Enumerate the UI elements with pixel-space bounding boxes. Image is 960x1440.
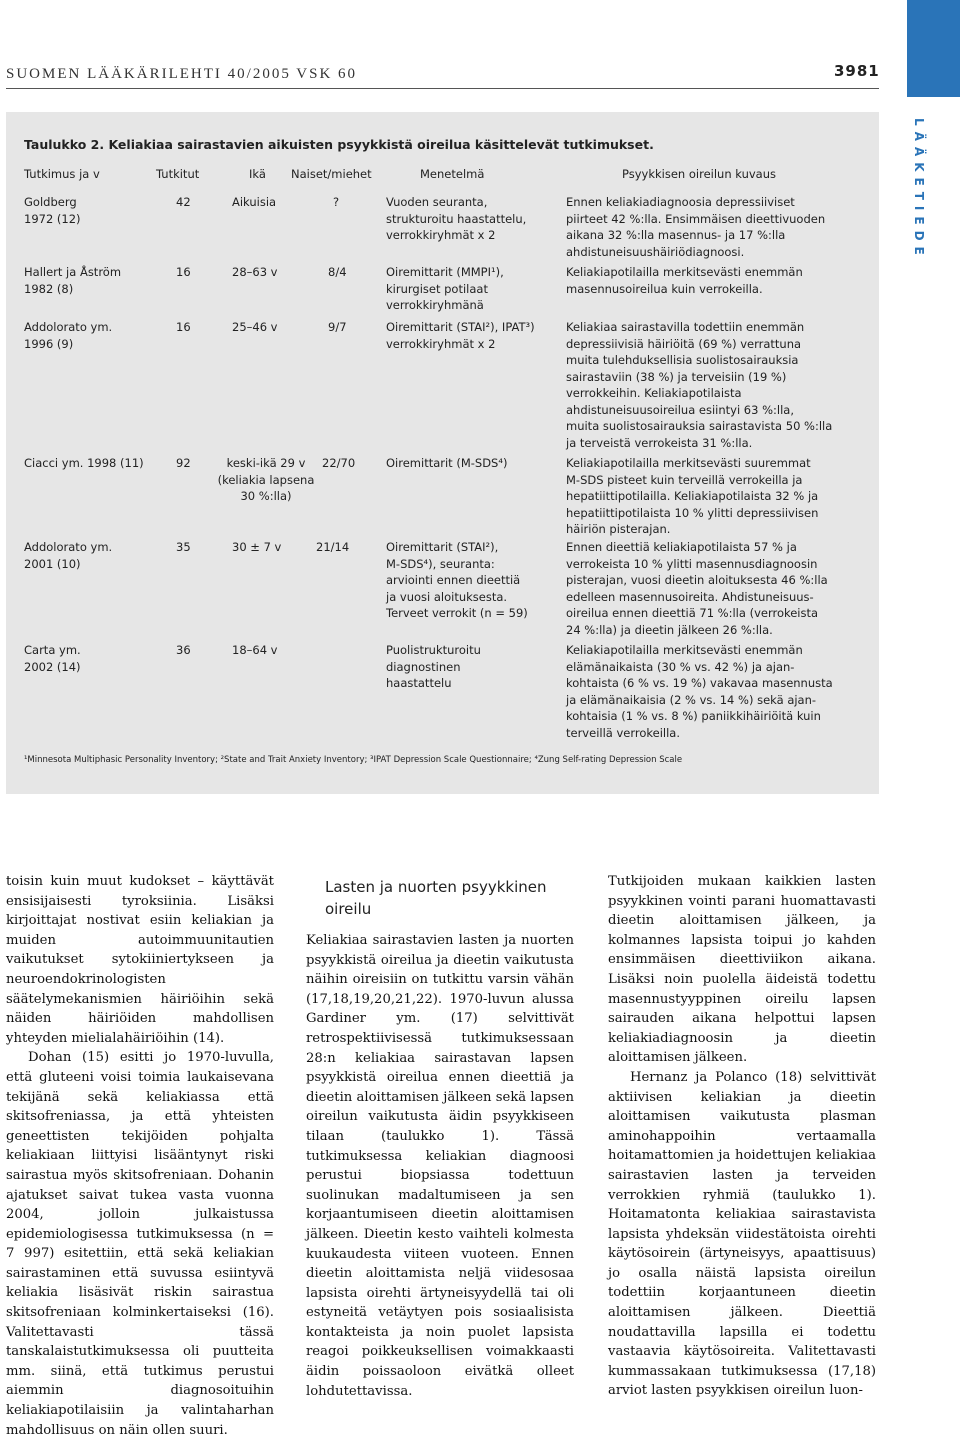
table-cell-study: Addolorato ym. 2001 (10) <box>24 540 113 571</box>
table-cell-age: Aikuisia <box>232 195 277 209</box>
column-header: Tutkimus ja v <box>24 167 100 181</box>
article-column-3 <box>608 872 876 1401</box>
section-subheading: Lasten ja nuorten psyykkinen oireilu <box>325 878 547 918</box>
article-column-2 <box>306 931 574 1401</box>
table-cell-method: Oiremittarit (STAI²), M-SDS⁴), seuranta: arviointi ennen dieettiä ja vuosi aloituksesta. Terveet verrokit (n = 59) <box>386 540 528 620</box>
section-color-tab <box>907 0 960 97</box>
table-cell-sex: 8/4 <box>328 265 347 279</box>
table-cell-method: Oiremittarit (MMPI¹), kirurgiset potilaat verrokkiryhmänä <box>386 265 504 312</box>
table-title: Taulukko 2. Keliakiaa sairastavien aikuisten psyykkistä oireilua käsittelevät tutkimukset. <box>24 137 654 152</box>
table-cell-study: Ciacci ym. 1998 (11) <box>24 456 144 470</box>
table-cell-description: Keliakiapotilailla merkitsevästi enemmän masennusoireilua kuin verrokeilla. <box>566 265 803 296</box>
table-cell-study: Addolorato ym. 1996 (9) <box>24 320 113 351</box>
running-title: SUOMEN LÄÄKÄRILEHTI 40/2005 VSK 60 <box>6 66 358 82</box>
table-cell-age: 18–64 v <box>232 643 278 657</box>
table-cell-study: Hallert ja Åström 1982 (8) <box>24 265 122 296</box>
table-cell-n: 92 <box>176 456 191 470</box>
table-cell-age: 25–46 v <box>232 320 278 334</box>
column-header: Ikä <box>249 167 266 181</box>
table-cell-study: Goldberg 1972 (12) <box>24 195 81 226</box>
table-cell-method: Oiremittarit (M-SDS⁴) <box>386 456 508 470</box>
table-cell-sex: 21/14 <box>316 540 350 554</box>
table-cell-n: 35 <box>176 540 191 554</box>
table-cell-age: keski-ikä 29 v (keliakia lapsena 30 %:lla) <box>217 456 315 503</box>
column-header: Tutkitut <box>156 167 200 181</box>
column-header: Psyykkisen oireilun kuvaus <box>622 167 776 181</box>
column-header: Menetelmä <box>420 167 485 181</box>
header-divider <box>6 88 879 89</box>
table-cell-description: Keliakiapotilailla merkitsevästi suuremmat M-SDS pisteet kuin terveillä verrokeilla ja hepatiittipotilailla. Keliakiapotilaista 32 % ja hepatiittipotilaista 10 % ylitti depressiivisen häiriön pisterajan. <box>566 456 819 536</box>
paragraph: Dohan (15) esitti jo 1970-luvulla, että gluteeni voisi toimia laukaisevana tekijänä sekä keliakiassa että skitsofreniassa, ja että yhteisten geneettisten tekijöiden pohjalta keliakiaan liittyisi lisääntynyt riski sairastua myös skitsofreniaan. Dohanin ajatukset saivat tukea vasta vuonna 2004, jolloin julkaistussa epidemiologisessa tutkimuksessa (n = 7 997) esitettiin, että sekä keliakian sairastaminen että suvussa esiintyvä keliakia lisäsivät riskin sairastua skitsofreniaan kolminkertaiseksi (16). Valitettavasti tässä tanskalaistutkimuksessa oli puutteita mm. siinä, että tutkimus perustui aiemmin diagnosoituihin keliakiapotilaisiin ja valintaharhan mahdollisuus on näin ollen suuri. <box>6 1050 274 1438</box>
table-cell-description: Ennen keliakiadiagnoosia depressiiviset piirteet 42 %:lla. Ensimmäisen dieettivuoden aikana 32 %:lla masennus- ja 17 %:lla ahdistuneisuushäiriödiagnoosi. <box>566 195 826 259</box>
table-panel <box>6 112 879 794</box>
table-cell-method: Puolistrukturoitu diagnostinen haastattelu <box>386 643 481 690</box>
table-footnote: ¹Minnesota Multiphasic Personality Inventory; ²State and Trait Anxiety Inventory; ³IPAT Depression Scale Questionnaire; ⁴Zung Self-rating Depression Scale <box>24 755 683 765</box>
table-cell-sex: 22/70 <box>322 456 356 470</box>
table-cell-n: 16 <box>176 320 191 334</box>
table-cell-description: Ennen dieettiä keliakiapotilaista 57 % ja verrokeista 10 % ylitti masennusdiagnoosin pisterajan, vuosi dieetin aloituksesta 46 %:lla edelleen masennusoireita. Ahdistuneisuus- oireilua ennen dieettiä 71 %:lla (verrokeista 24 %:lla) ja dieetin jälkeen 26 %:lla. <box>566 540 828 637</box>
paragraph: Tutkijoiden mukaan kaikkien lasten psyykkinen vointi parani huomattavasti dieetin aloittamisen jälkeen, ja kolmannes lapsista toipui jo kahden ensimmäisen dieettiviikon aikana. Lisäksi noin puolella äideistä todettu masennustyyppinen oireilu lapsen sairauden aikana helpottui lapsen keliakiadiagnoosin ja dieetin aloittamisen jälkeen. <box>608 874 876 1066</box>
table-cell-description: Keliakiapotilailla merkitsevästi enemmän elämänaikaista (30 % vs. 42 %) ja ajan- kohtaista (6 % vs. 19 %) vakavaa masennusta ja elämänaikaisia (2 % vs. 14 %) sekä ajan- kohtaisia (1 % vs. 8 %) paniikkihäiriöitä kuin terveillä verrokeilla. <box>566 643 833 740</box>
paragraph: Keliakiaa sairastavien lasten ja nuorten psyykkistä oireilua ja dieetin vaikutusta näihin oireisiin on tutkittu varsin vähän (17,18,19,20,21,22). 1970-luvun alussa Gardiner ym. (17) selvittivät retrospektiivisessä tutkimuksessaan 28:n keliakiaa sairastavan lapsen psyykkistä oireilua ennen dieettiä ja dieetin aloittamisen jälkeen sekä lapsen oireilun vaikutusta äidin psyykkiseen tilaan (taulukko 1). Tässä tutkimuksessa keliakian diagnoosi perustui biopsiassa todettuun suolinukan madaltumiseen ja sen korjaantumiseen dieetin aloittamisen jälkeen. Dieetin kesto vaihteli kolmesta kuukaudesta viiteen vuoteen. Ennen dieetin aloittamista neljä viidesosaa lapsista oirehti ärtyneisyydellä tai oli estyneitä vetäytyen pois sosiaalisista kontakteista ja noin puolet lapsista reagoi poikkeuksellisen voimakkaasti äidin poissaoloon eivätkä olleet lohdutettavissa. <box>306 933 574 1399</box>
paragraph: toisin kuin muut kudokset – käyttävät ensisijaisesti tyroksiinia. Lisäksi kirjoittajat nostivat esiin keliakian ja muiden autoimmuunitautien vaikutukset sytokiiniertykseen ja neuroendokrinologisten säätelymekanismien häiriöihin sekä näiden häiriöiden mahdollisen yhteyden mielialahäiriöihin (14). <box>6 874 274 1046</box>
section-label: LÄÄKETIEDE <box>912 118 926 261</box>
table-cell-sex: 9/7 <box>328 320 347 334</box>
table-cell-study: Carta ym. 2002 (14) <box>24 643 81 674</box>
table-cell-age: 30 ± 7 v <box>232 540 282 554</box>
table-cell-n: 42 <box>176 195 191 209</box>
column-header: Naiset/miehet <box>291 167 372 181</box>
table-cell-n: 16 <box>176 265 191 279</box>
paragraph: Hernanz ja Polanco (18) selvittivät aktiivisen keliakian ja dieetin aloittamisen vaikutusta plasman aminohappoihin vertaamalla hoitamattomien ja hoidettujen keliakiaa sairastavien lasten ja terveiden verrokkien ryhmiä (taulukko 1). Hoitamatonta keliakiaa sairastavista lapsista yhdeksän viidestätoista oirehti käytösoirein (ärtyneisyys, apaattisuus) jo osalla näistä lapsista oireilun todettiin korjaantuneen dieetin aloittamisen jälkeen. Dieettiä noudattavilla lapsilla ei todettu vastaavia käytösoireita. Valitettavasti kummassakaan tutkimuksessa (17,18) arviot lasten psyykkisen oireilun luon- <box>608 1069 876 1399</box>
table-cell-age: 28–63 v <box>232 265 278 279</box>
article-column-1 <box>6 872 274 1440</box>
table-cell-n: 36 <box>176 643 191 657</box>
page-number: 3981 <box>834 62 880 80</box>
table-cell-sex: ? <box>333 195 340 209</box>
table-cell-method: Vuoden seuranta, strukturoitu haastattelu, verrokkiryhmät x 2 <box>386 195 527 242</box>
table-cell-method: Oiremittarit (STAI²), IPAT³) verrokkiryhmät x 2 <box>386 320 535 351</box>
table-cell-description: Keliakiaa sairastavilla todettiin enemmän depressiivisiä häiriöitä (69 %) verrattuna muita tulehduksellisia suolistosairauksia sairastaviin (38 %) ja terveisiin (19 %) verrokkeihin. Keliakiapotilaista ahdistuneisuusoireilua esiintyi 63 %:lla, muita suolistosairauksia sairastavista 50 %:lla ja terveistä verrokeista 31 %:lla. <box>566 320 833 450</box>
